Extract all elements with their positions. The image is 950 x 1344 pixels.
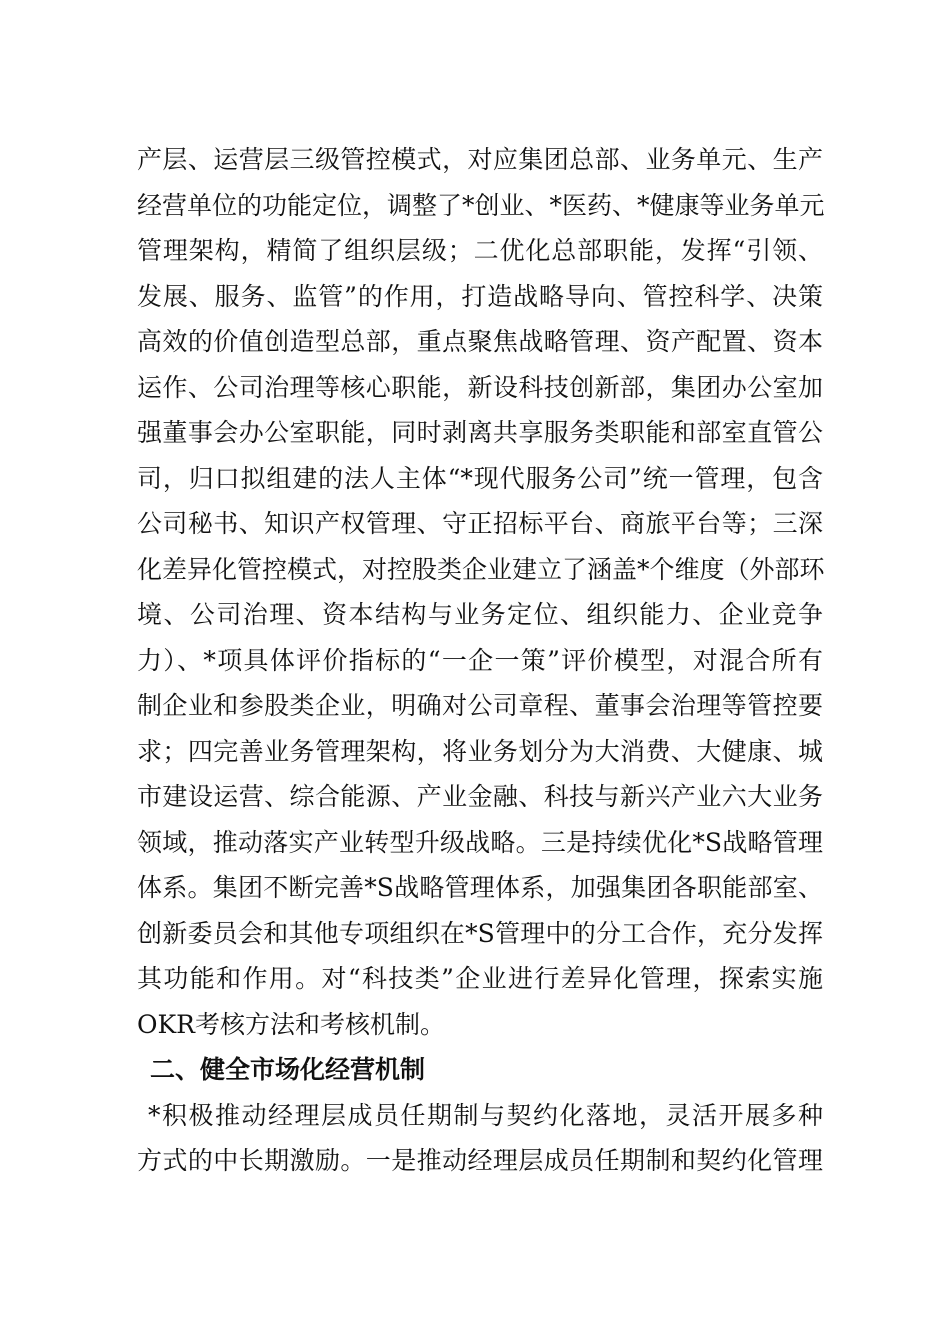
section-heading: 二、健全市场化经营机制	[150, 1055, 426, 1084]
body-line: 管理架构，精简了组织层级；二优化总部职能，发挥“引领、	[137, 236, 823, 265]
body-line: 其功能和作用。对“科技类”企业进行差异化管理，探索实施	[137, 964, 823, 993]
body-line: OKR考核方法和考核机制。	[137, 1010, 445, 1039]
body-line: 力）、*项具体评价指标的“一企一策”评价模型，对混合所有	[137, 646, 823, 675]
body-line: 公司秘书、知识产权管理、守正招标平台、商旅平台等；三深	[137, 509, 823, 538]
body-line: 高效的价值创造型总部，重点聚焦战略管理、资产配置、资本	[137, 327, 823, 356]
body-line: 经营单位的功能定位，调整了*创业、*医药、*健康等业务单元	[137, 191, 825, 220]
body-line: *积极推动经理层成员任期制与契约化落地，灵活开展多种	[148, 1101, 823, 1130]
body-line: 产层、运营层三级管控模式，对应集团总部、业务单元、生产	[137, 145, 823, 174]
body-line: 运作、公司治理等核心职能，新设科技创新部，集团办公室加	[137, 373, 823, 402]
body-line: 境、公司治理、资本结构与业务定位、组织能力、企业竞争	[137, 600, 823, 629]
body-line: 方式的中长期激励。一是推动经理层成员任期制和契约化管理	[137, 1146, 823, 1175]
body-line: 制企业和参股类企业，明确对公司章程、董事会治理等管控要	[137, 691, 823, 720]
body-line: 求；四完善业务管理架构，将业务划分为大消费、大健康、城	[137, 737, 823, 766]
body-line: 发展、服务、监管”的作用，打造战略导向、管控科学、决策	[137, 282, 823, 311]
body-line: 司，归口拟组建的法人主体“*现代服务公司”统一管理，包含	[137, 464, 823, 493]
body-line: 创新委员会和其他专项组织在*S管理中的分工合作，充分发挥	[137, 919, 823, 948]
body-line: 体系。集团不断完善*S战略管理体系，加强集团各职能部室、	[137, 873, 823, 902]
body-line: 化差异化管控模式，对控股类企业建立了涵盖*个维度（外部环	[137, 555, 825, 584]
body-line: 市建设运营、综合能源、产业金融、科技与新兴产业六大业务	[137, 782, 823, 811]
body-line: 强董事会办公室职能，同时剥离共享服务类职能和部室直管公	[137, 418, 823, 447]
body-line: 领域，推动落实产业转型升级战略。三是持续优化*S战略管理	[137, 828, 823, 857]
